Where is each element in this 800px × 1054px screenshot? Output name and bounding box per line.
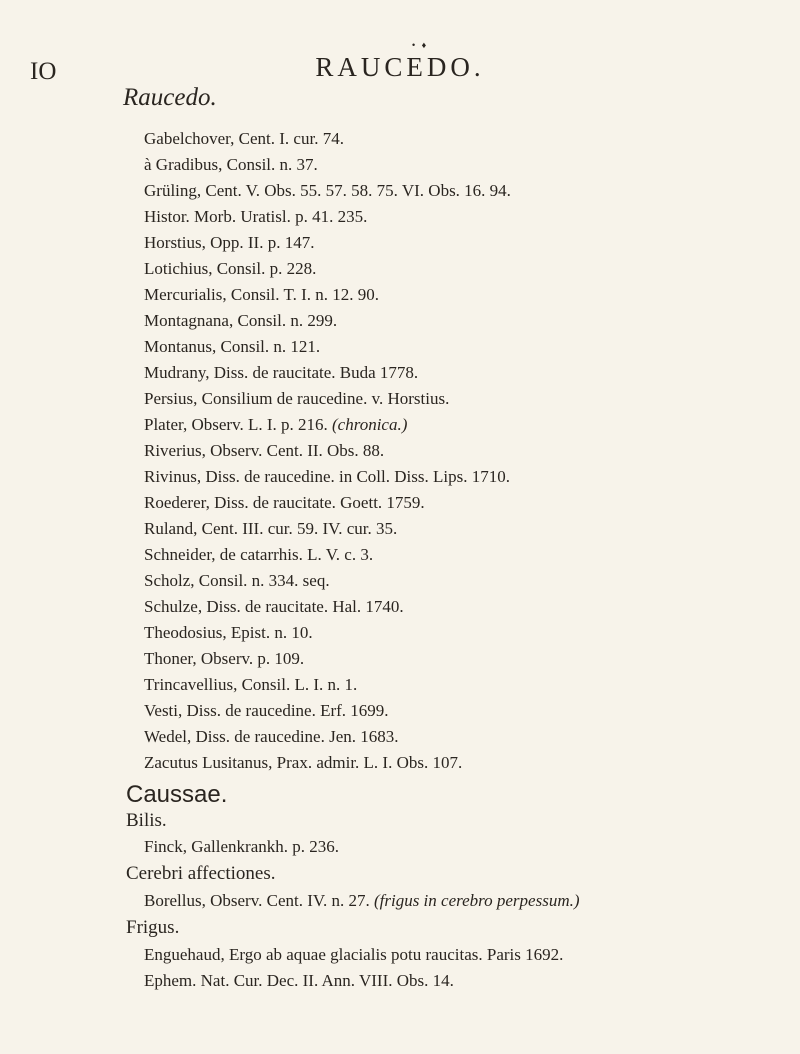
list-item: Grüling, Cent. V. Obs. 55. 57. 58. 75. VI. Obs. 16. 94. bbox=[144, 181, 511, 200]
list-item: Ruland, Cent. III. cur. 59. IV. cur. 35. bbox=[144, 519, 398, 538]
list-item: Schulze, Diss. de raucitate. Hal. 1740. bbox=[144, 597, 404, 616]
list-item-cerebri bbox=[144, 891, 580, 911]
list-item: Zacutus Lusitanus, Prax. admir. L. I. Obs. 107. bbox=[144, 753, 463, 772]
cerebri-ref: Borellus, Observ. Cent. IV. n. 27. bbox=[144, 891, 370, 910]
list-item: Finck, Gallenkrankh. p. 236. bbox=[144, 837, 339, 856]
list-item: Schneider, de catarrhis. L. V. c. 3. bbox=[144, 545, 374, 564]
running-head: RAUCEDO. bbox=[315, 52, 485, 82]
list-item: Mudrany, Diss. de raucitate. Buda 1778. bbox=[144, 363, 419, 382]
list-item: Rivinus, Diss. de raucedine. in Coll. Diss. Lips. 1710. bbox=[144, 467, 510, 486]
plater-ref: Plater, Observ. L. I. p. 216. bbox=[144, 415, 328, 434]
list-item: Histor. Morb. Uratisl. p. 41. 235. bbox=[144, 207, 368, 226]
list-item: Vesti, Diss. de raucedine. Erf. 1699. bbox=[144, 701, 389, 720]
list-item: Wedel, Diss. de raucedine. Jen. 1683. bbox=[144, 727, 399, 746]
list-item: Lotichius, Consil. p. 228. bbox=[144, 259, 317, 278]
list-item: Horstius, Opp. II. p. 147. bbox=[144, 233, 315, 252]
subhead-frigus: Frigus. bbox=[126, 917, 180, 938]
subhead-bilis: Bilis. bbox=[126, 810, 167, 831]
list-item: Enguehaud, Ergo ab aquae glacialis potu raucitas. Paris 1692. bbox=[144, 945, 564, 964]
list-item: à Gradibus, Consil. n. 37. bbox=[144, 155, 318, 174]
cerebri-note: (frigus in cerebro perpessum.) bbox=[373, 891, 580, 910]
list-item: Persius, Consilium de raucedine. v. Horstius. bbox=[144, 389, 450, 408]
list-item: Roederer, Diss. de raucitate. Goett. 1759. bbox=[144, 493, 425, 512]
list-item: Thoner, Observ. p. 109. bbox=[144, 649, 305, 668]
list-item: Theodosius, Epist. n. 10. bbox=[144, 623, 313, 642]
list-item: Mercurialis, Consil. T. I. n. 12. 90. bbox=[144, 285, 379, 304]
subhead-cerebri: Cerebri affectiones. bbox=[126, 863, 276, 884]
page-number: IO bbox=[30, 58, 57, 85]
section-title-raucedo: Raucedo. bbox=[123, 84, 217, 111]
list-item: Ephem. Nat. Cur. Dec. II. Ann. VIII. Obs. 14. bbox=[144, 971, 454, 990]
plater-note: (chronica.) bbox=[332, 415, 408, 434]
list-item: Trincavellius, Consil. L. I. n. 1. bbox=[144, 675, 358, 694]
ornament-mark: • ♦ bbox=[412, 40, 429, 50]
section-title-caussae: Caussae. bbox=[126, 781, 228, 808]
list-item: Montagnana, Consil. n. 299. bbox=[144, 311, 338, 330]
list-item-plater bbox=[144, 415, 407, 435]
list-item: Montanus, Consil. n. 121. bbox=[144, 337, 321, 356]
list-item: Scholz, Consil. n. 334. seq. bbox=[144, 571, 330, 590]
list-item: Riverius, Observ. Cent. II. Obs. 88. bbox=[144, 441, 385, 460]
list-item: Gabelchover, Cent. I. cur. 74. bbox=[144, 129, 344, 148]
